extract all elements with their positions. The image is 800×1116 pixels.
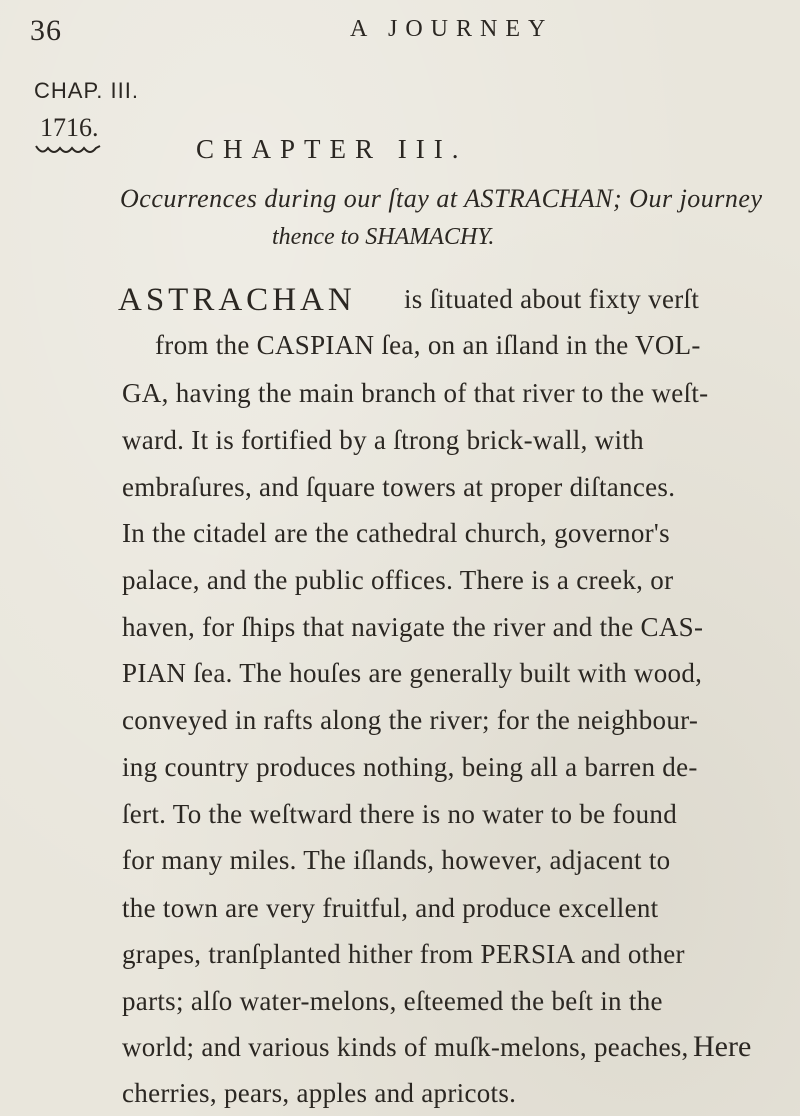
- running-head: A JOURNEY: [350, 16, 554, 42]
- catchword: Here: [693, 1030, 752, 1063]
- body-text-line: cherries, pears, apples and apricots.: [122, 1078, 517, 1108]
- body-text-line: parts; alſo water-melons, eſteemed the beſt in the: [122, 986, 663, 1016]
- body-text-line: from the CASPIAN ſea, on an iſland in the VOL-: [155, 330, 701, 360]
- body-text-line: is ſituated about fixty verſt: [404, 284, 700, 314]
- body-text-line: ward. It is fortified by a ſtrong brick-wall, with: [122, 425, 644, 455]
- body-text-line: In the citadel are the cathedral church, governor's: [122, 518, 670, 548]
- body-text-line: palace, and the public offices. There is a creek, or: [122, 565, 674, 595]
- margin-chapter-note: CHAP. III.: [34, 78, 139, 103]
- body-text-line: grapes, tranſplanted hither from PERSIA and other: [122, 939, 685, 969]
- chapter-summary-line: Occurrences during our ſtay at ASTRACHAN; Our journey: [120, 184, 763, 213]
- body-text-line: PIAN ſea. The houſes are generally built with wood,: [122, 658, 703, 688]
- margin-ornament: [34, 142, 102, 158]
- body-text-line: ſert. To the weſtward there is no water to be found: [122, 799, 677, 829]
- opening-word: ASTRACHAN: [118, 282, 356, 318]
- chapter-heading: CHAPTER III.: [196, 134, 468, 164]
- body-text-line: ing country produces nothing, being all a barren de-: [122, 752, 698, 782]
- body-text-line: the town are very fruitful, and produce excellent: [122, 893, 659, 923]
- margin-year-note: 1716.: [40, 113, 99, 142]
- body-text-line: for many miles. The iſlands, however, adjacent to: [122, 845, 671, 875]
- page-number: 36: [30, 14, 62, 47]
- body-text-line: world; and various kinds of muſk-melons, peaches,: [122, 1032, 689, 1062]
- body-text-line: conveyed in rafts along the river; for the neighbour-: [122, 705, 699, 735]
- body-text-line: embraſures, and ſquare towers at proper diſtances.: [122, 472, 676, 502]
- chapter-summary-line: thence to SHAMACHY.: [272, 224, 495, 250]
- body-text-line: haven, for ſhips that navigate the river and the CAS-: [122, 612, 704, 642]
- body-text-line: GA, having the main branch of that river to the weſt-: [122, 378, 709, 408]
